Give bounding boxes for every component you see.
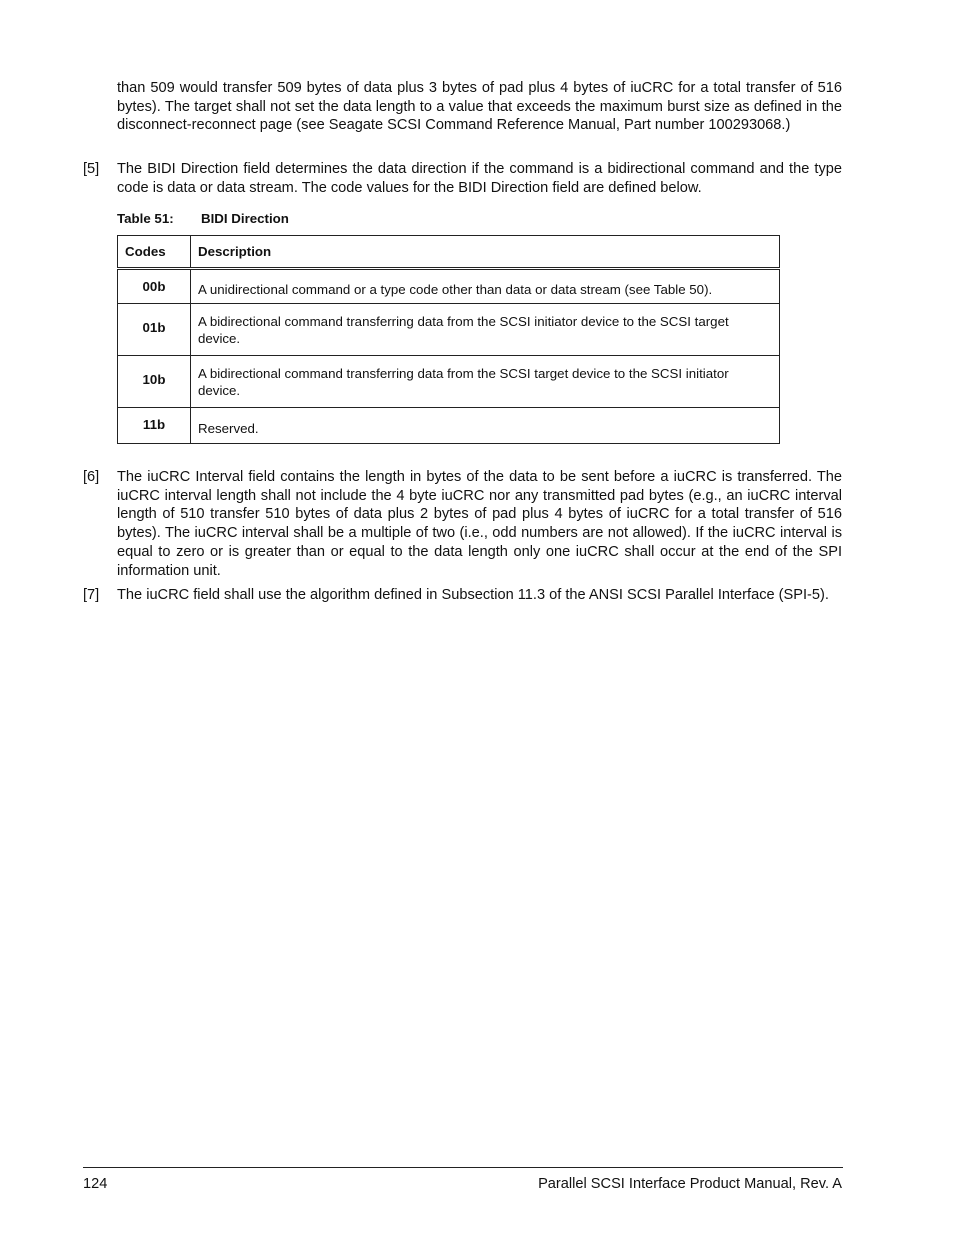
note-5-paragraph <box>117 160 842 197</box>
note-6-paragraph <box>117 468 842 580</box>
table-row <box>118 304 780 356</box>
table-row <box>118 269 780 304</box>
footer-divider <box>83 1167 843 1168</box>
bidi-direction-table <box>117 235 780 444</box>
note-7-paragraph <box>117 586 842 605</box>
table-cell-description: A unidirectional command or a type code other than data or data stream (see Table 50). <box>191 269 780 304</box>
table-caption-title: BIDI Direction <box>201 211 289 226</box>
table-header-codes: Codes <box>118 236 191 269</box>
table-caption-label: Table 51: <box>117 211 174 226</box>
table-cell-code: 01b <box>118 304 191 356</box>
table-row <box>118 408 780 444</box>
footer-manual-title: Parallel SCSI Interface Product Manual, Rev. A <box>538 1176 842 1192</box>
table-cell-code: 00b <box>118 269 191 304</box>
note-5-text: The BIDI Direction field determines the data direction if the command is a bidirectional command and the type code is data or data stream. The code values for the BIDI Direction field are defined below. <box>117 161 842 196</box>
table-caption <box>117 211 289 227</box>
note-5-marker: [5] <box>83 161 100 177</box>
table-cell-description: A bidirectional command transferring data from the SCSI initiator device to the SCSI target device. <box>191 304 780 356</box>
intro-paragraph-text: than 509 would transfer 509 bytes of data plus 3 bytes of pad plus 4 bytes of iuCRC for a total transfer of 516 bytes). The target shall not set the data length to a value that exceeds the maximum burst size as defined in the disconnect-reconnect page (see Seagate SCSI Command Reference Manual, Part number 100293068.) <box>117 80 842 134</box>
footer-page-number: 124 <box>83 1176 108 1192</box>
note-7-marker: [7] <box>83 587 100 603</box>
note-6-text: The iuCRC Interval field contains the length in bytes of the data to be sent before a iuCRC is transferred. The iuCRC interval length shall not include the 4 byte iuCRC nor any transmitted pad bytes (e.g., an iuCRC interval length of 510 transfer 510 bytes of data plus 2 bytes of pad plus 4 bytes of iuCRC for a total transfer of 516 bytes). The iuCRC interval shall be a multiple of two (i.e., odd numbers are not allowed). If the iuCRC interval is equal to zero or is greater than or equal to the data length only one iuCRC shall occur at the end of the SPI information unit. <box>117 469 842 579</box>
table-header-row <box>118 236 780 269</box>
note-7-text: The iuCRC field shall use the algorithm defined in Subsection 11.3 of the ANSI SCSI Parallel Interface (SPI-5). <box>117 587 829 603</box>
intro-paragraph <box>117 79 842 135</box>
table-cell-code: 11b <box>118 408 191 444</box>
note-6-marker: [6] <box>83 469 100 485</box>
table-header-description: Description <box>191 236 780 269</box>
table-row <box>118 356 780 408</box>
table-cell-description: A bidirectional command transferring data from the SCSI target device to the SCSI initiator device. <box>191 356 780 408</box>
table-cell-description: Reserved. <box>191 408 780 444</box>
table-cell-code: 10b <box>118 356 191 408</box>
